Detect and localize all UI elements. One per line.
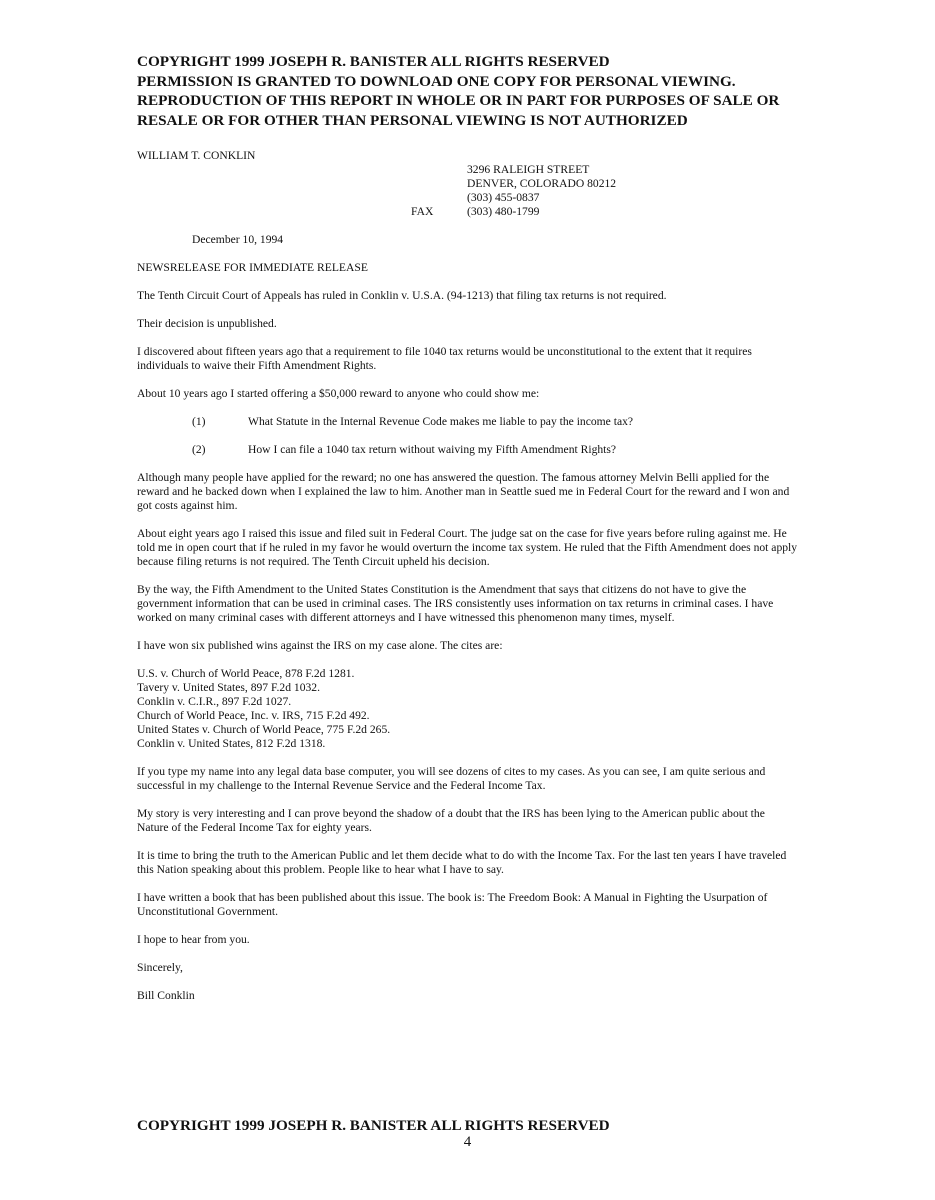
paragraph: My story is very interesting and I can prove beyond the shadow of a doubt that the IRS has been lying to the American public about the Nature of the Federal Income Tax for eighty years. — [137, 807, 765, 834]
headline: NEWSRELEASE FOR IMMEDIATE RELEASE — [137, 261, 368, 274]
question-number: (2) — [192, 443, 206, 456]
citation: Church of World Peace, Inc. v. IRS, 715 F.2d 492. — [137, 709, 370, 722]
question-number: (1) — [192, 415, 206, 428]
paragraph: Although many people have applied for the reward; no one has answered the question. The famous attorney Melvin Belli applied for the reward and he backed down when I explained the law to him. Another man in Seattle sued me in Federal Court for the reward and I won and got costs against him. — [137, 471, 790, 512]
copyright-header — [137, 52, 837, 130]
paragraph: I discovered about fifteen years ago that a requirement to file 1040 tax returns would be unconstitutional to the extent that it requires individuals to waive their Fifth Amendment Rights. — [137, 345, 752, 372]
question-text: What Statute in the Internal Revenue Code makes me liable to pay the income tax? — [248, 415, 634, 428]
letter-date: December 10, 1994 — [192, 233, 284, 246]
question-item — [137, 415, 799, 429]
page-number: 4 — [463, 1134, 472, 1150]
header-line: REPRODUCTION OF THIS REPORT IN WHOLE OR IN PART FOR PURPOSES OF SALE OR — [137, 92, 780, 109]
paragraph: I hope to hear from you. — [137, 933, 250, 946]
question-item — [137, 443, 799, 457]
paragraph: About eight years ago I raised this issue and filed suit in Federal Court. The judge sat on the case for five years before ruling against me. He told me in open court that if he ruled in my favor he would overturn the income tax system. He ruled that the Fifth Amendment does not apply because filing returns is not required. The Tenth Circuit upheld his decision. — [137, 527, 798, 568]
sender-address — [467, 163, 616, 219]
question-text: How I can file a 1040 tax return without waiving my Fifth Amendment Rights? — [248, 443, 617, 456]
sender-name: WILLIAM T. CONKLIN — [137, 149, 256, 162]
paragraph: Their decision is unpublished. — [137, 317, 277, 330]
address-city: DENVER, COLORADO 80212 — [467, 177, 617, 190]
header-line: PERMISSION IS GRANTED TO DOWNLOAD ONE COPY FOR PERSONAL VIEWING. — [137, 72, 736, 90]
address-fax: (303) 480-1799 — [467, 205, 540, 218]
address-phone: (303) 455-0837 — [467, 191, 540, 204]
signature-name: Bill Conklin — [137, 989, 195, 1002]
paragraph: By the way, the Fifth Amendment to the United States Constitution is the Amendment that says that citizens do not have to give the government information that can be used in criminal cases. The IRS consistently uses information on tax returns in criminal cases. I have worked on many criminal cases with different attorneys and I have witnessed this phenomenon many times, myself. — [137, 583, 774, 624]
paragraph: I have won six published wins against the IRS on my case alone. The cites are: — [137, 639, 503, 652]
citation: Conklin v. United States, 812 F.2d 1318. — [137, 737, 326, 750]
copyright-footer: COPYRIGHT 1999 JOSEPH R. BANISTER ALL RIGHTS RESERVED — [137, 1117, 610, 1134]
paragraph: If you type my name into any legal data base computer, you will see dozens of cites to my cases. As you can see, I am quite serious and successful in my challenge to the Internal Revenue Service and the Federal Income Tax. — [137, 765, 766, 792]
paragraph: About 10 years ago I started offering a $50,000 reward to anyone who could show me: — [137, 387, 540, 400]
paragraph: I have written a book that has been published about this issue. The book is: The Freedom Book: A Manual in Fighting the Usurpation of Unconstitutional Government. — [137, 891, 768, 918]
address-street: 3296 RALEIGH STREET — [467, 163, 590, 176]
letter-body — [137, 261, 799, 1017]
header-line: RESALE OR FOR OTHER THAN PERSONAL VIEWING IS NOT AUTHORIZED — [137, 111, 688, 129]
citation: United States v. Church of World Peace, 775 F.2d 265. — [137, 723, 391, 736]
header-line: COPYRIGHT 1999 JOSEPH R. BANISTER ALL RIGHTS RESERVED — [137, 53, 610, 70]
citation: U.S. v. Church of World Peace, 878 F.2d 1281. — [137, 667, 355, 680]
paragraph: The Tenth Circuit Court of Appeals has ruled in Conklin v. U.S.A. (94-1213) that filing tax returns is not required. — [137, 289, 667, 302]
citation: Tavery v. United States, 897 F.2d 1032. — [137, 681, 320, 694]
closing: Sincerely, — [137, 961, 183, 974]
case-citations — [137, 667, 799, 751]
paragraph: It is time to bring the truth to the American Public and let them decide what to do with the Income Tax. For the last ten years I have traveled this Nation speaking about this problem. People like to hear what I have to say. — [137, 849, 787, 876]
citation: Conklin v. C.I.R., 897 F.2d 1027. — [137, 695, 292, 708]
fax-label: FAX — [411, 205, 434, 218]
